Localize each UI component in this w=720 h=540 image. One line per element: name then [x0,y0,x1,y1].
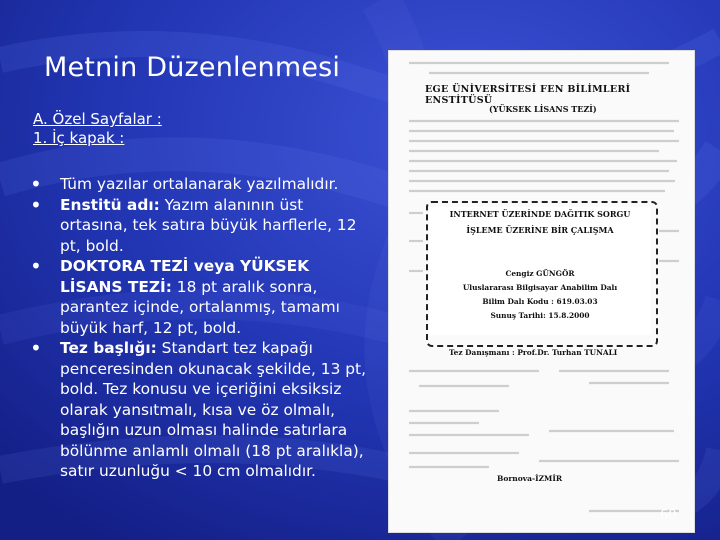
cover-window [429,207,651,335]
cover-degree: (YÜKSEK LİSANS TEZİ) [489,104,597,114]
bullet-bold: DOKTORA TEZİ veya YÜKSEK LİSANS TEZİ: [60,257,310,296]
bullet-bold: Enstitü adı: [60,195,160,214]
cover-author: Cengiz GÜNGÖR [505,269,575,278]
bullet-text: Tüm yazılar ortalanarak yazılmalıdır. [60,175,339,193]
bullet-item [30,256,375,338]
section-a-heading: A. Özel Sayfalar : [33,110,162,128]
cover-code: Bilim Dalı Kodu : 619.03.03 [482,297,598,306]
thesis-cover-scan [388,50,695,533]
bullet-list [30,174,375,482]
cover-department: Uluslararası Bilgisayar Anabilim Dalı [462,283,618,292]
cover-advisor: Tez Danışmanı : Prof.Dr. Turhan TUNALI [449,348,618,357]
cover-title-line-1: INTERNET ÜZERİNDE DAĞITIK SORGU [449,209,631,219]
bullet-icon: • [30,172,42,196]
bullet-text: Yazım alanının üst ortasına, tek satıra büyük harflerle, 12 pt, bold. [60,195,357,255]
bullet-icon: • [30,254,42,278]
bullet-icon: • [30,336,42,360]
cover-city: Bornova-İZMİR [497,474,563,483]
section-1-heading: 1. İç kapak : [33,129,125,147]
bullet-text: Standart tez kapağı penceresinden okunacak şekilde, 13 pt, bold. Tez konusu ve içeriğini eksiksiz olarak yansıtmalı, kısa ve öz olmalı, başlığın uzun olması halinde satırlara bölünme anlamlı olmalı (18 pt aralıkla), satır uzunluğu < 10 cm olmalıdır. [60,339,366,480]
page-number: 60 [660,508,677,523]
bullet-item [30,192,375,257]
bullet-text: 18 pt aralık sonra, parantez içinde, ortalanmış, tamamı büyük harf, 12 pt, bold. [60,277,340,337]
bullet-bold: Tez başlığı: [60,339,157,357]
bullet-icon: • [30,192,42,217]
bullet-item [30,338,375,482]
slide-title: Metnin Düzenlenmesi [44,52,341,83]
bullet-item [30,174,375,195]
cover-title-line-2: İŞLEME ÜZERİNE BİR ÇALIŞMA [466,225,614,235]
cover-institute: EGE ÜNİVERSİTESİ FEN BİLİMLERİ ENSTİTÜSÜ [425,84,631,106]
cover-date: Sunuş Tarihi: 15.8.2000 [490,311,590,320]
